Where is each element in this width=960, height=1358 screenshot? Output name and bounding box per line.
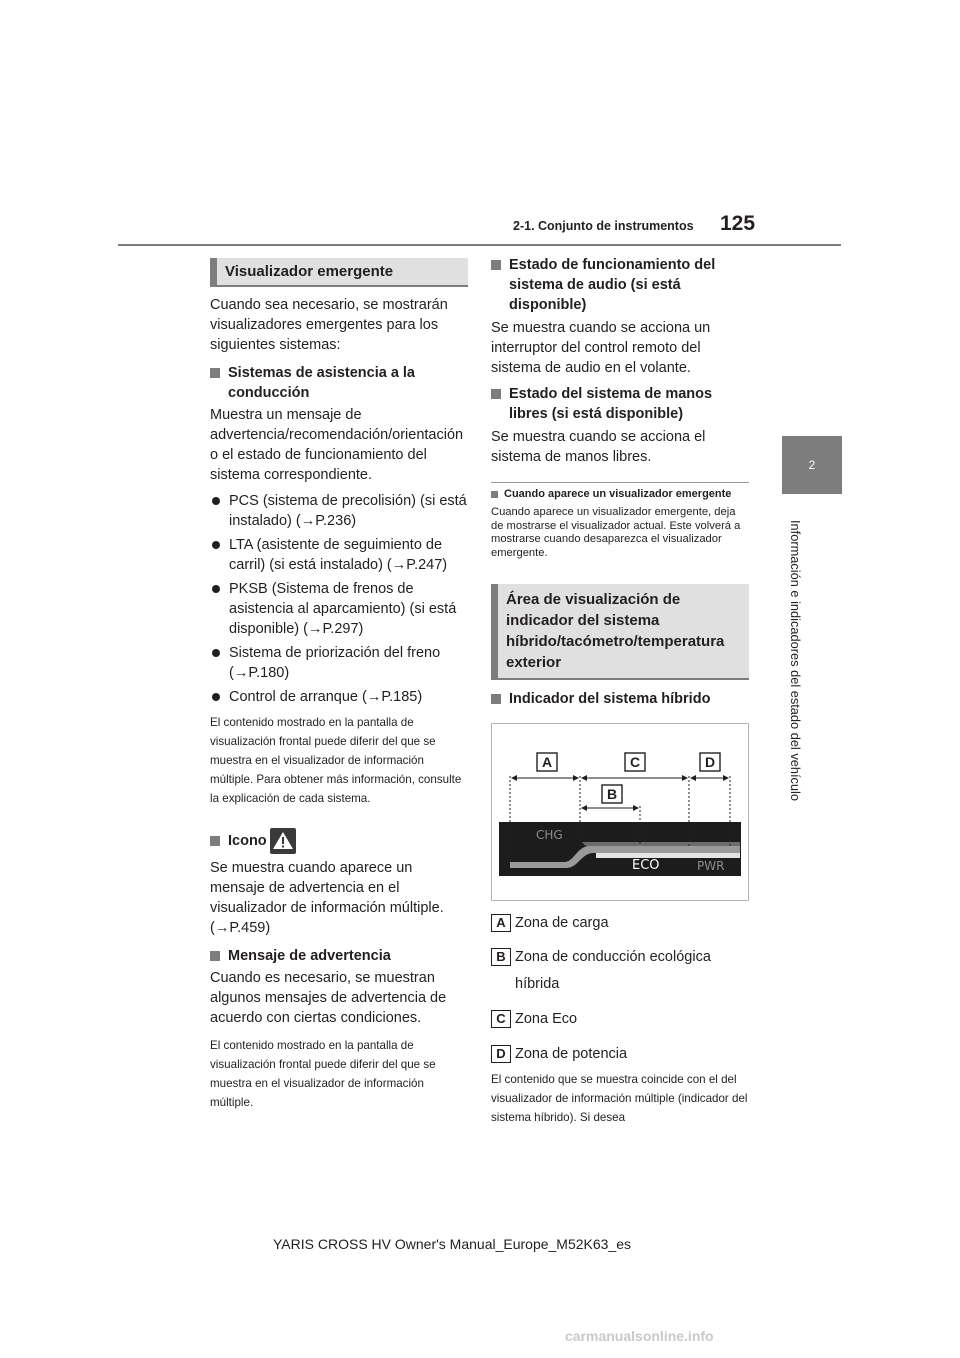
list-item [210,491,468,531]
diagram-label-b: B [606,786,618,802]
list-item [210,687,468,707]
popup-note-heading [491,488,749,501]
chapter-side-title [787,520,807,820]
legend-item [491,948,749,998]
bullet-dot-icon [212,649,220,657]
diagram-chg-label: CHG [536,828,563,842]
icon-heading [210,828,468,854]
bullet-dot-icon [212,497,220,505]
list-item [210,535,468,575]
legend-key: D [491,1045,511,1063]
legend-text: Zona de potencia [515,1046,628,1062]
driving-assist-heading [210,363,468,403]
icon-title: Icono [228,833,267,849]
legend-item [491,1044,749,1064]
left-column [210,258,468,1112]
popup-intro: Cuando sea necesario, se mostrarán visualizadores emergentes para los siguientes sistemas: [210,297,448,353]
audio-title: Estado de funcionamiento del sistema de audio (si está disponible) [509,257,716,313]
handsfree-text: Se muestra cuando se acciona el sistema de manos libres. [491,429,706,465]
warning-triangle-icon [270,828,296,854]
square-bullet-icon [491,491,498,498]
popup-box-title: Visualizador emergente [210,258,468,287]
list-item-text: PKSB (Sistema de frenos de asistencia al aparcamiento) (si está disponible) (→P.297) [229,581,457,637]
watermark: carmanualsonline.info [565,1328,714,1344]
hybrid-indicator-diagram [491,723,749,901]
hybrid-heading [491,689,749,709]
list-item-text: LTA (asistente de seguimiento de carril) (si está instalado) (→P.247) [229,537,448,573]
section-heading: 2-1. Conjunto de instrumentos [513,219,694,233]
popup-note-text: Cuando aparece un visualizador emergente, deja de mostrarse el visualizador actual. Este volverá a mostrarse cuando desaparezca el visualizador emergente. [491,506,741,559]
bullet-dot-icon [212,541,220,549]
popup-note-title: Cuando aparece un visualizador emergente [504,488,732,500]
header-rule [118,244,841,246]
legend-key: C [491,1010,511,1028]
diagram-label-d: D [704,754,716,770]
driving-assist-note: El contenido mostrado en la pantalla de visualización frontal puede diferir del que se muestra en el visualizador de información múltiple. Para obtener más información, consulte la explicación de cada sistema. [210,716,462,805]
legend-text: Zona de conducción ecológica híbrida [515,949,711,992]
driving-assist-text: Muestra un mensaje de advertencia/recomendación/orientación o el estado de funcionamiento del sistema correspondiente. [210,407,464,483]
diagram-label-c: C [629,754,641,770]
diagram-eco-label: ECO [632,858,660,873]
diagram-label-a: A [541,754,553,770]
square-bullet-icon [491,260,501,270]
list-item [210,643,468,683]
square-bullet-icon [491,389,501,399]
hybrid-note: El contenido que se muestra coincide con el del visualizador de información múltiple (indicador del sistema híbrido). Si desea [491,1073,748,1124]
right-column [491,255,749,1127]
bullet-dot-icon [212,693,220,701]
legend-text: Zona de carga [515,915,609,931]
legend-key: B [491,948,511,966]
handsfree-heading [491,384,749,424]
warning-title: Mensaje de advertencia [228,948,391,964]
bullet-dot-icon [212,585,220,593]
warning-text: Cuando es necesario, se muestran algunos mensajes de advertencia de acuerdo con ciertas condiciones. [210,970,447,1026]
diagram-pwr-label: PWR [697,859,725,873]
list-item-text: PCS (sistema de precolisión) (si está instalado) (→P.236) [229,493,467,529]
driving-assist-list [210,491,468,707]
hybrid-box-title: Área de visualización de indicador del sistema híbrido/tacómetro/temperatura exterior [491,584,749,680]
chapter-tab: 2 [782,436,842,494]
legend-item [491,1009,749,1029]
square-bullet-icon [210,368,220,378]
note-divider [491,482,749,483]
legend-key: A [491,914,511,932]
square-bullet-icon [210,951,220,961]
footer-manual-id: YARIS CROSS HV Owner's Manual_Europe_M52K63_es [273,1236,632,1252]
square-bullet-icon [491,694,501,704]
warning-note: El contenido mostrado en la pantalla de visualización frontal puede diferir del que se muestra en el visualizador de información múltiple. [210,1039,436,1109]
list-item [210,579,468,639]
hybrid-legend [491,913,749,1064]
square-bullet-icon [210,836,220,846]
hybrid-title: Indicador del sistema híbrido [509,691,711,707]
driving-assist-title: Sistemas de asistencia a la conducción [228,365,415,401]
icon-text: Se muestra cuando aparece un mensaje de advertencia en el visualizador de información múltiple. (→P.459) [210,860,444,936]
audio-text: Se muestra cuando se acciona un interruptor del control remoto del sistema de audio en el volante. [491,320,711,376]
handsfree-title: Estado del sistema de manos libres (si está disponible) [509,386,713,422]
page-number: 125 [720,212,756,235]
list-item-text: Control de arranque (→P.185) [229,689,423,705]
legend-item [491,913,749,933]
legend-text: Zona Eco [515,1011,578,1027]
list-item-text: Sistema de priorización del freno (→P.180) [229,645,441,681]
audio-heading [491,255,749,315]
warning-heading [210,946,468,966]
chapter-side-title-text: Información e indicadores del estado del vehículo [788,520,803,801]
